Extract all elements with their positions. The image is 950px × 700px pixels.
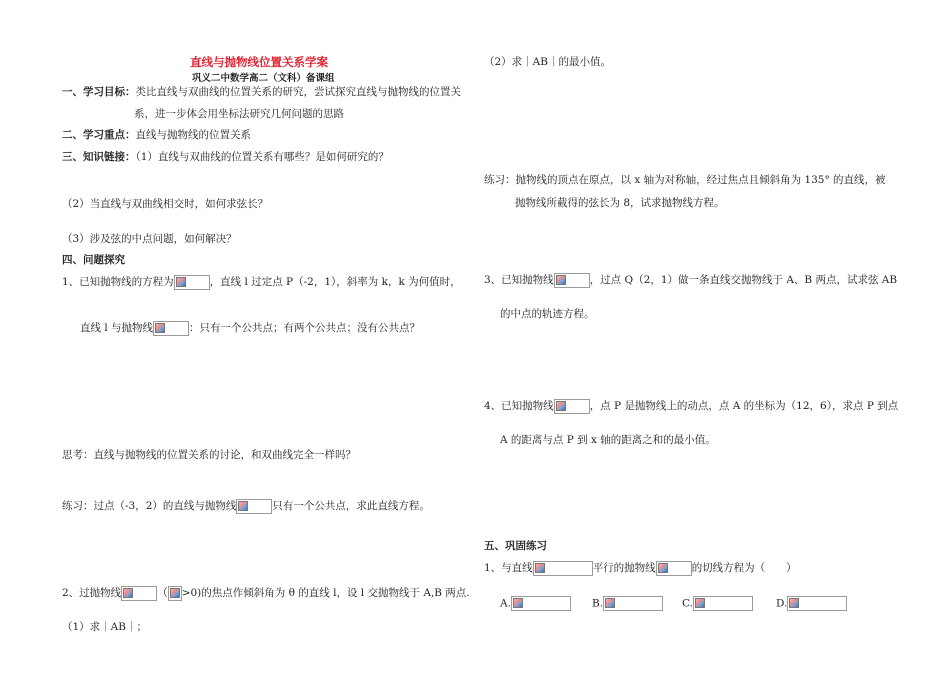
option-c [682, 596, 753, 611]
formula-image [174, 275, 210, 290]
key-point [62, 127, 251, 142]
key-point-text: 直线与抛物线的位置关系 [135, 129, 251, 141]
think-question: 思考：直线与抛物线的位置关系的讨论，和双曲线完全一样吗？ [62, 449, 356, 461]
broken-image-icon [155, 323, 165, 333]
knowledge-link [62, 149, 389, 164]
problem-1-cont [80, 320, 420, 336]
exercise-1-text-a: 练习：过点（-3，2）的直线与抛物线 [62, 500, 237, 512]
problem-4 [484, 398, 898, 414]
problem-1-text-c: 直线 l 与抛物线 [80, 322, 154, 334]
problem-4-text-b: ，点 P 是抛物线上的动点，点 A 的坐标为（12，6），求点 P 到点 [589, 400, 899, 412]
consolidate-1 [484, 560, 797, 576]
formula-image [554, 273, 590, 288]
broken-image-icon [176, 277, 186, 287]
page-title: 直线与抛物线位置关系学案 [190, 55, 328, 69]
broken-image-icon [695, 598, 705, 608]
option-c-label: C. [682, 597, 693, 610]
consolidate-1-text-b: 平行的抛物线 [592, 562, 656, 574]
broken-image-icon [556, 401, 566, 411]
formula-image [168, 586, 182, 601]
section-explore-heading: 四、问题探究 [62, 254, 125, 266]
broken-image-icon [658, 563, 668, 573]
problem-2-text-c: >0)的焦点作倾斜角为 θ 的直线 l，设 l 交抛物线于 A,B 两点. [181, 587, 470, 599]
section-consolidate-heading: 五、巩固练习 [484, 540, 547, 552]
problem-2-text-a: 2、过抛物线 [62, 587, 122, 599]
learning-goal-cont: 系，进一步体会用坐标法研究几何问题的思路 [134, 108, 344, 120]
option-a-label: A. [500, 597, 511, 610]
broken-image-icon [170, 588, 180, 598]
problem-1-text-b: ，直线 l 过定点 P（-2，1），斜率为 k，k 为何值时， [209, 276, 461, 288]
option-b [592, 596, 663, 611]
problem-1 [62, 274, 461, 290]
problem-2-q2: （2）求｜AB｜的最小值。 [484, 56, 611, 68]
formula-image [787, 596, 847, 611]
problem-4-text-a: 4、已知抛物线 [484, 400, 554, 412]
broken-image-icon [123, 588, 133, 598]
exercise-1 [62, 498, 430, 514]
problem-3 [484, 272, 897, 288]
formula-image [693, 596, 753, 611]
knowledge-link-q3: （3）涉及弦的中点问题，如何解决？ [62, 233, 237, 245]
learning-goal-text: 类比直线与双曲线的位置关系的研究，尝试探究直线与抛物线的位置关 [135, 86, 461, 98]
problem-2-q1: （1）求｜AB｜； [62, 621, 147, 633]
formula-image [554, 399, 590, 414]
broken-image-icon [238, 501, 248, 511]
problem-2 [62, 585, 470, 601]
exercise-2: 练习：抛物线的顶点在原点，以 x 轴为对称轴，经过焦点且倾斜角为 135° 的直线，被 [484, 174, 886, 186]
knowledge-link-q1: （1）直线与双曲线的位置关系有哪些？是如何研究的？ [135, 151, 389, 163]
exercise-2-cont: 抛物线所截得的弦长为 8，试求抛物线方程。 [515, 197, 725, 209]
formula-image [511, 596, 571, 611]
formula-image [603, 596, 663, 611]
consolidate-1-text-c: 的切线方程为（ ） [691, 562, 797, 574]
page-subtitle: 巩义二中数学高二（文科）备课组 [192, 73, 335, 84]
formula-image [121, 586, 157, 601]
knowledge-link-label: 三、知识链接： [62, 151, 136, 163]
problem-3-text-a: 3、已知抛物线 [484, 274, 554, 286]
problem-3-text-b: ，过点 Q（2，1）做一条直线交抛物线于 A、B 两点，试求弦 AB [589, 274, 898, 286]
problem-4-cont: A 的距离与点 P 到 x 轴的距离之和的最小值。 [500, 434, 716, 446]
problem-2-text-b: （ [157, 587, 168, 599]
formula-image [656, 561, 692, 576]
learning-goal-label: 一、学习目标： [62, 86, 136, 98]
consolidate-1-text-a: 1、与直线 [484, 562, 533, 574]
broken-image-icon [789, 598, 799, 608]
broken-image-icon [535, 563, 545, 573]
formula-image [533, 561, 593, 576]
broken-image-icon [556, 275, 566, 285]
formula-image [153, 321, 189, 336]
problem-1-text-a: 1、已知抛物线的方程为 [62, 276, 174, 288]
formula-image [236, 499, 272, 514]
key-point-label: 二、学习重点： [62, 129, 136, 141]
learning-goal [62, 84, 461, 99]
option-d [776, 596, 847, 611]
problem-1-text-d: ：只有一个公共点；有两个公共点；没有公共点？ [189, 322, 421, 334]
exercise-1-text-b: 只有一个公共点，求此直线方程。 [272, 500, 430, 512]
option-d-label: D. [776, 597, 788, 610]
option-b-label: B. [592, 597, 604, 610]
broken-image-icon [513, 598, 523, 608]
broken-image-icon [605, 598, 615, 608]
option-a [500, 596, 571, 611]
problem-3-cont: 的中点的轨迹方程。 [500, 308, 595, 320]
knowledge-link-q2: （2）当直线与双曲线相交时，如何求弦长？ [62, 198, 269, 210]
